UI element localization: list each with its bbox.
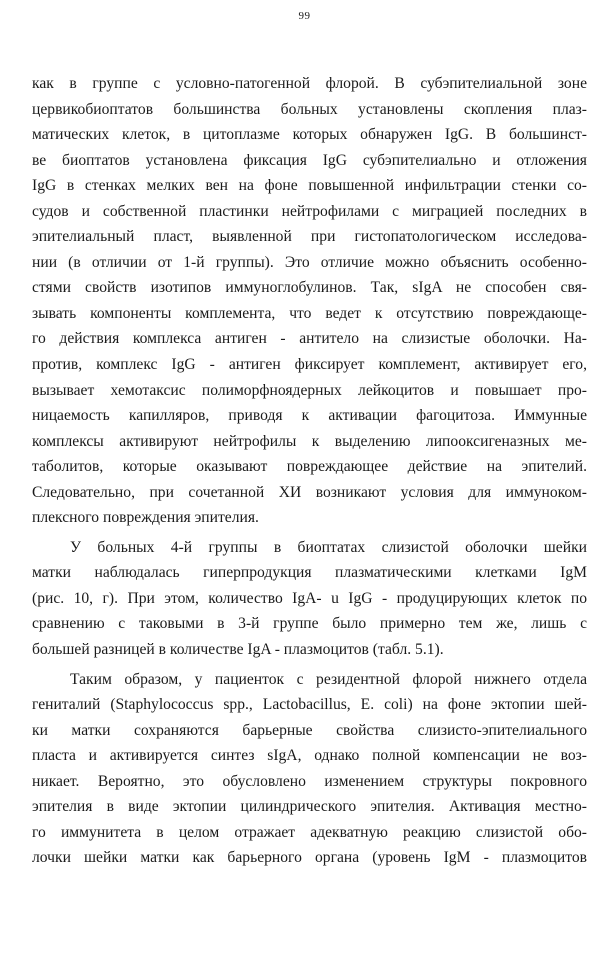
text-line: вызывает хемотаксис полиморфноядерных лейкоцитов и повышает про- <box>32 381 587 399</box>
text-line: никает. Вероятно, это обусловлено изменением структуры покровного <box>32 772 587 790</box>
text-line: пласта и активируется синтез sIgA, однако полной компенсации не воз- <box>32 747 587 765</box>
text-line: эпителия в виде эктопии цилиндрического эпителия. Активация местно- <box>32 798 587 816</box>
text-line: сравнению с таковыми в 3-й группе было примерно тем же, лишь с <box>32 615 587 633</box>
text-line: IgG в стенках мелких вен на фоне повышенной инфильтрации стенки со- <box>32 177 587 195</box>
body-text <box>32 71 587 871</box>
text-line: матки наблюдалась гиперпродукция плазматическими клетками IgM <box>32 564 587 582</box>
text-line: эпителиальный пласт, выявленной при гистопатологическом исследова- <box>32 228 587 246</box>
text-line: Таким образом, у пациенток с резидентной флорой нижнего отдела <box>70 670 587 688</box>
text-line: комплексы активируют нейтрофилы к выделению липооксигеназных ме- <box>32 432 587 450</box>
text-line: как в группе с условно-патогенной флорой. В субэпителиальной зоне <box>32 75 587 92</box>
paragraph-1 <box>32 71 587 531</box>
text-line: плексного повреждения эпителия. <box>32 509 259 527</box>
page-number: 99 <box>298 10 311 22</box>
text-line: нии (в отличии от 1-й группы). Это отличие можно объяснить особенно- <box>32 253 587 271</box>
text-line: судов и собственной пластинки нейтрофилами с миграцией последних в <box>32 202 587 220</box>
text-line: ве биоптатов установлена фиксация IgG субэпителиально и отложения <box>32 151 587 169</box>
text-line: таболитов, которые оказывают повреждающее действие на эпителий. <box>32 458 587 476</box>
text-line: го действия комплекса антиген - антитело на слизистые оболочки. На- <box>32 330 587 348</box>
paragraph-2 <box>32 535 587 663</box>
text-line: стями свойств изотипов иммуноглобулинов. Так, sIgA не способен свя- <box>32 279 587 297</box>
text-line: против, комплекс IgG - антиген фиксирует комплемент, активирует его, <box>32 356 587 374</box>
text-line: Следовательно, при сочетанной ХИ возникают условия для иммуноком- <box>32 483 587 501</box>
text-line: цервикобиоптатов большинства больных установлены скопления плаз- <box>32 100 587 118</box>
paragraph-3 <box>32 667 587 871</box>
text-line: У больных 4-й группы в биоптатах слизистой оболочки шейки <box>70 538 587 556</box>
text-line: ницаемость капилляров, приводя к активации фагоцитоза. Иммунные <box>32 407 587 425</box>
text-line: большей разницей в количестве IgA - плазмоцитов (табл. 5.1). <box>32 641 444 659</box>
text-line: ки матки сохраняются барьерные свойства слизисто-эпителиального <box>32 721 587 739</box>
text-line: зывать компоненты комплемента, что ведет к отсутствию повреждающе- <box>32 304 587 322</box>
text-line: лочки шейки матки как барьерного органа (уровень IgM - плазмоцитов <box>32 849 587 867</box>
text-line: го иммунитета в целом отражает адекватную реакцию слизистой обо- <box>32 823 587 841</box>
text-line: матических клеток, в цитоплазме которых обнаружен IgG. В большинст- <box>32 126 587 144</box>
text-line: гениталий (Staphylococcus spp., Lactobacillus, E. coli) на фоне эктопии шей- <box>32 696 587 714</box>
text-line: (рис. 10, г). При этом, количество IgA- u IgG - продуцирующих клеток по <box>32 589 587 607</box>
